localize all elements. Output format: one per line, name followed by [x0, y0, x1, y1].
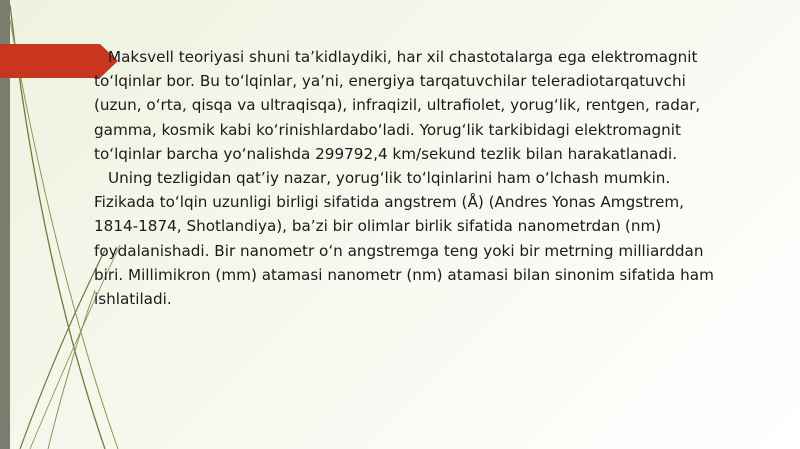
paragraph-wavelength: Uning tezligidan qatʼiy nazar, yorugʻlik toʻlqinlarini ham oʻlchash mumkin. Fizikada toʻlqin uzunligi birligi sifatida angstrem (Å) (Andres Yonas Amgstrem, 1814-1874, Shotlandiya), baʼzi bir olimlar birlik sifatida nanometrdan (nm) foydalanishadi. Bir nanometr oʻn angstremga teng yoki bir metrning milliarddan biri. Millimikron (mm) atamasi nanometr (nm) atamasi bilan sinonim sifatida ham ishlatiladi. [94, 169, 714, 309]
paragraph-maxwell: Maksvell teoriyasi shuni taʼkidlaydiki, har xil chastotalarga ega elektromagnit toʻlqinlar bor. Bu toʻlqinlar, yaʼni, energiya tarqatuvchilar teleradiotarqatuvchi (uzun, oʻrta, qisqa va ultraqisqa), infraqizil, ultrafiolet, yorugʻlik, rentgen, radar, gamma, kosmik kabi koʻrinishlardaboʻladi. Yorugʻlik tarkibidagi elektromagnit toʻlqinlar barcha yoʻnalishda 299792,4 km/sekund tezlik bilan harakatlanadi. [94, 48, 701, 163]
body-text [94, 45, 714, 311]
